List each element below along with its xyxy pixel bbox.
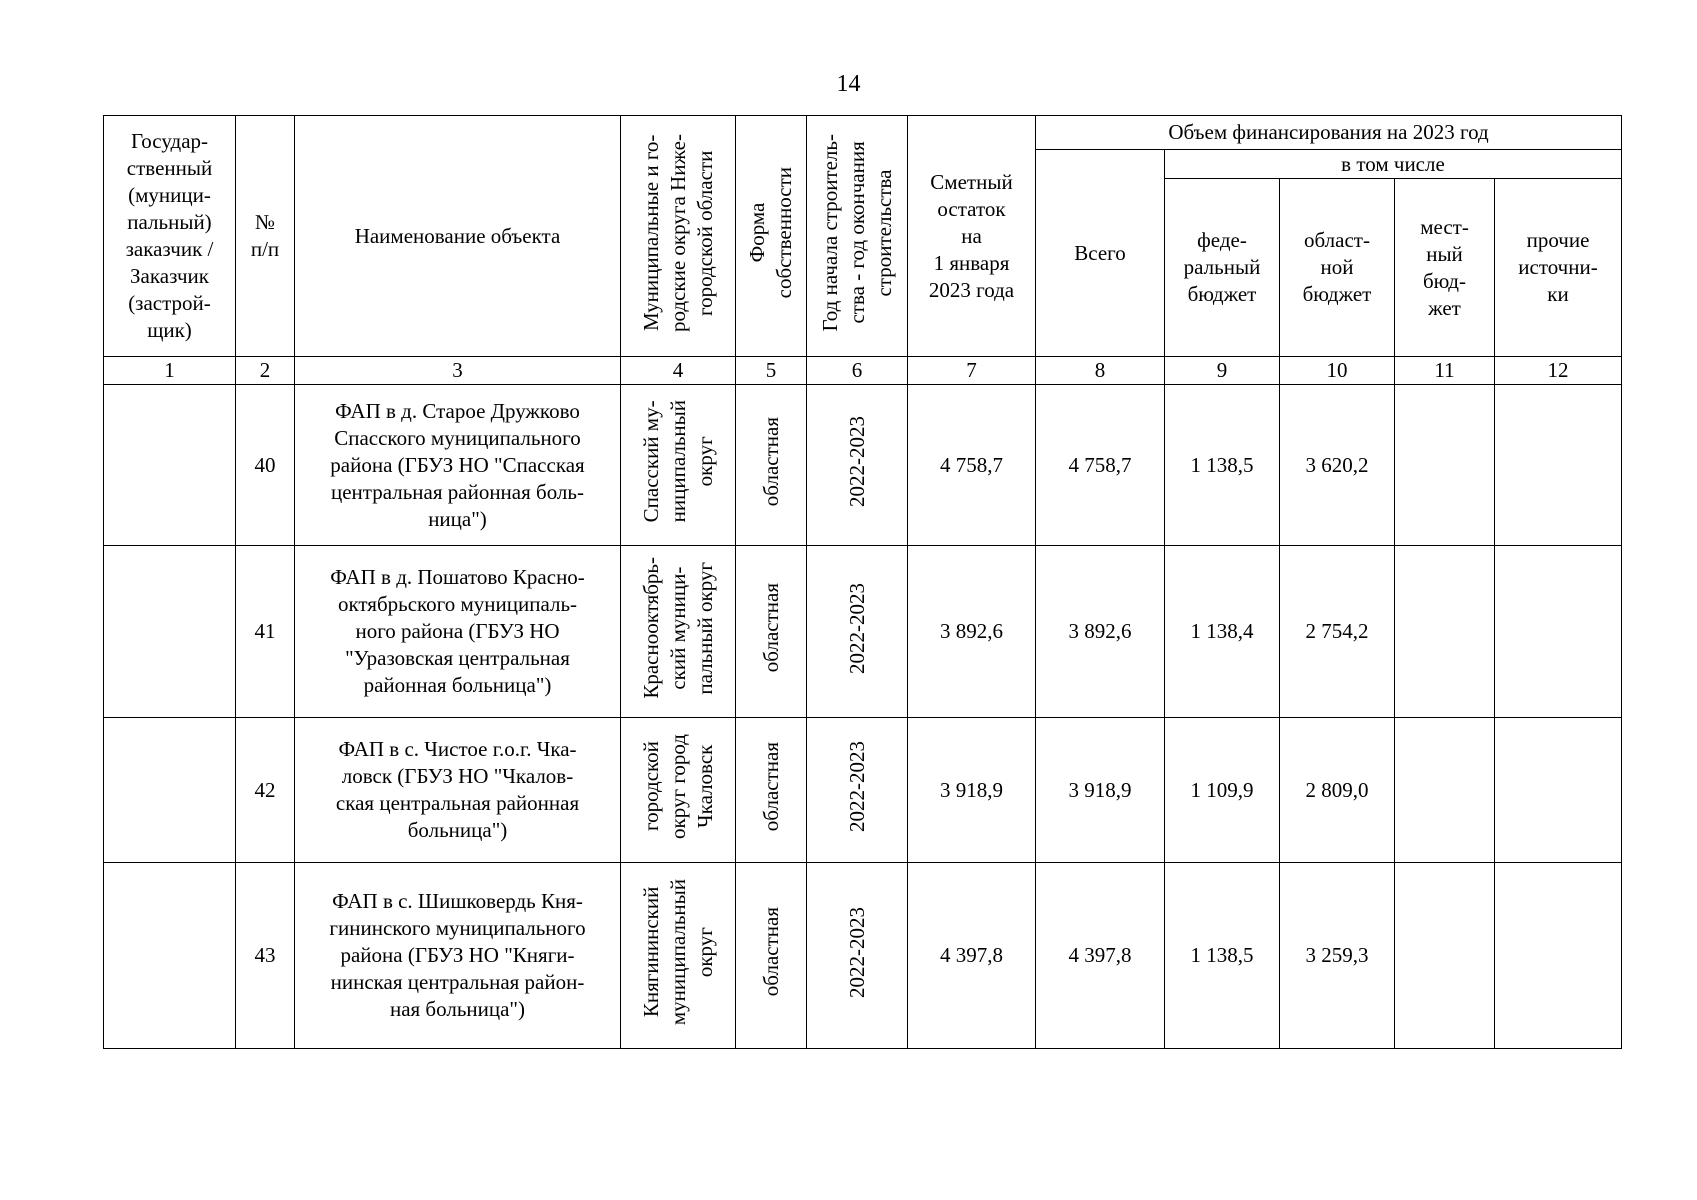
cell-years: 2022-2023	[807, 546, 908, 718]
cell-federal: 1 109,9	[1165, 718, 1280, 863]
column-number: 11	[1395, 357, 1495, 385]
cell-federal: 1 138,5	[1165, 863, 1280, 1049]
cell-regional: 2 754,2	[1280, 546, 1395, 718]
column-number: 4	[621, 357, 736, 385]
cell-customer	[104, 385, 236, 546]
table-row	[104, 718, 1622, 863]
cell-regional: 3 620,2	[1280, 385, 1395, 546]
cell-estimate: 3 892,6	[908, 546, 1036, 718]
page-number: 14	[836, 71, 861, 97]
column-number: 8	[1036, 357, 1165, 385]
cell-estimate: 4 758,7	[908, 385, 1036, 546]
column-number: 9	[1165, 357, 1280, 385]
column-number: 1	[104, 357, 236, 385]
header-regional: област- ной бюджет	[1280, 179, 1395, 357]
column-number: 2	[236, 357, 295, 385]
cell-other	[1495, 385, 1622, 546]
cell-municipality: Княгининский муниципальный округ	[621, 863, 736, 1049]
cell-local	[1395, 718, 1495, 863]
cell-municipality: городской округ город Чкаловск	[621, 718, 736, 863]
header-ownership: Форма собственности	[736, 116, 807, 357]
cell-estimate: 3 918,9	[908, 718, 1036, 863]
cell-federal: 1 138,5	[1165, 385, 1280, 546]
cell-ownership: областная	[736, 385, 807, 546]
column-number: 6	[807, 357, 908, 385]
header-municipality: Муниципальные и го- родские округа Ниже- городской области	[621, 116, 736, 357]
financing-table	[103, 115, 1622, 1049]
cell-number: 40	[236, 385, 295, 546]
cell-object-name: ФАП в с. Шишковердь Кня- гининского муниципального района (ГБУЗ НО "Княги- нинская центральная район- ная больница")	[295, 863, 621, 1049]
table-row	[104, 385, 1622, 546]
cell-ownership: областная	[736, 546, 807, 718]
cell-object-name: ФАП в с. Чистое г.о.г. Чка- ловск (ГБУЗ НО "Чкалов- ская центральная районная больница")	[295, 718, 621, 863]
cell-total: 4 758,7	[1036, 385, 1165, 546]
cell-total: 3 892,6	[1036, 546, 1165, 718]
cell-object-name: ФАП в д. Пошатово Красно- октябрьского муниципаль- ного района (ГБУЗ НО "Уразовская центральная районная больница")	[295, 546, 621, 718]
cell-estimate: 4 397,8	[908, 863, 1036, 1049]
header-total: Всего	[1036, 150, 1165, 357]
cell-customer	[104, 863, 236, 1049]
cell-number: 42	[236, 718, 295, 863]
header-years: Год начала строитель- ства - год окончания строительства	[807, 116, 908, 357]
cell-years: 2022-2023	[807, 863, 908, 1049]
cell-years: 2022-2023	[807, 385, 908, 546]
cell-regional: 3 259,3	[1280, 863, 1395, 1049]
column-number: 10	[1280, 357, 1395, 385]
cell-other	[1495, 718, 1622, 863]
cell-total: 4 397,8	[1036, 863, 1165, 1049]
cell-local	[1395, 385, 1495, 546]
cell-number: 41	[236, 546, 295, 718]
cell-years: 2022-2023	[807, 718, 908, 863]
column-number: 3	[295, 357, 621, 385]
cell-local	[1395, 546, 1495, 718]
header-number: № п/п	[236, 116, 295, 357]
cell-regional: 2 809,0	[1280, 718, 1395, 863]
cell-customer	[104, 546, 236, 718]
table-row	[104, 546, 1622, 718]
column-number: 7	[908, 357, 1036, 385]
cell-total: 3 918,9	[1036, 718, 1165, 863]
cell-other	[1495, 546, 1622, 718]
cell-other	[1495, 863, 1622, 1049]
column-number-row	[104, 357, 1622, 385]
table-row	[104, 863, 1622, 1049]
cell-municipality: Спасский му- ниципальный округ	[621, 385, 736, 546]
header-local: мест- ный бюд- жет	[1395, 179, 1495, 357]
cell-customer	[104, 718, 236, 863]
cell-municipality: Краснооктябрь- ский муници- пальный округ	[621, 546, 736, 718]
cell-ownership: областная	[736, 863, 807, 1049]
cell-ownership: областная	[736, 718, 807, 863]
cell-local	[1395, 863, 1495, 1049]
cell-federal: 1 138,4	[1165, 546, 1280, 718]
cell-number: 43	[236, 863, 295, 1049]
header-customer: Государ- ственный (муници- пальный) заказчик / Заказчик (застрой- щик)	[104, 116, 236, 357]
header-federal: феде- ральный бюджет	[1165, 179, 1280, 357]
column-number: 12	[1495, 357, 1622, 385]
header-object-name: Наименование объекта	[295, 116, 621, 357]
header-including: в том числе	[1165, 150, 1622, 179]
column-number: 5	[736, 357, 807, 385]
cell-object-name: ФАП в д. Старое Дружково Спасского муниципального района (ГБУЗ НО "Спасская центральная районная боль- ница")	[295, 385, 621, 546]
header-other: прочие источни- ки	[1495, 179, 1622, 357]
header-estimate: Сметный остаток на 1 января 2023 года	[908, 116, 1036, 357]
header-funding-group: Объем финансирования на 2023 год	[1036, 116, 1622, 150]
